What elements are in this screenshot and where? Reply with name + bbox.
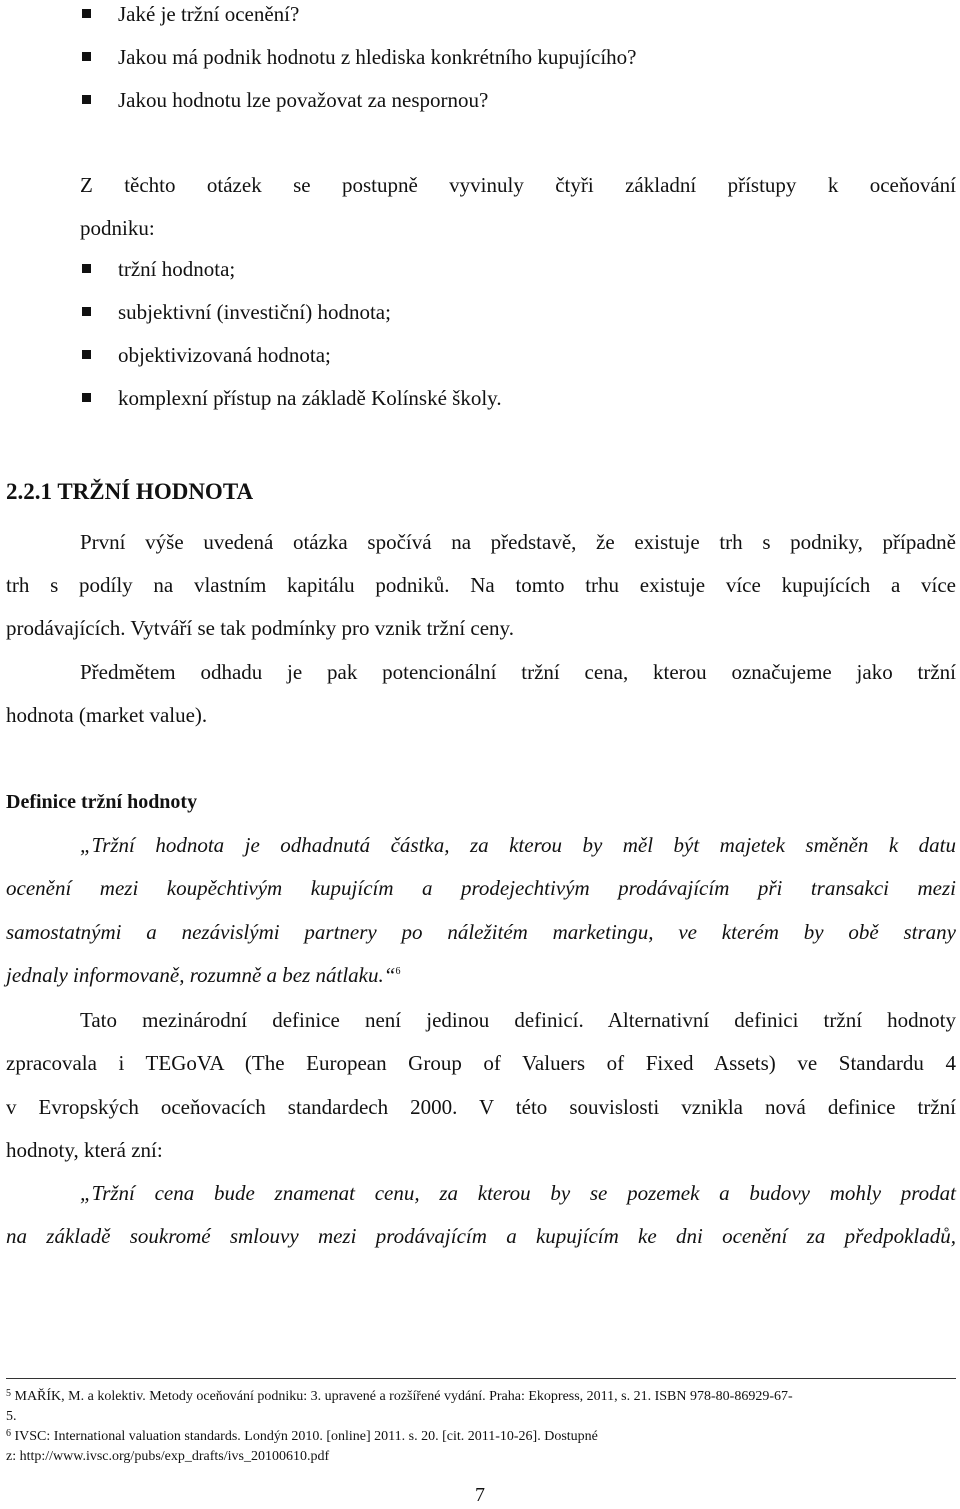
approach-text: komplexní přístup na základě Kolínské školy. [118,386,502,410]
quote-line: na základě soukromé smlouvy mezi prodávajícím a kupujícím ke dni ocenění za předpokladů, [6,1224,956,1248]
quote-line-last [6,961,956,989]
quote-line: „Tržní hodnota je odhadnutá částka, za kterou by měl být majetek směněn k datu [80,833,956,857]
square-bullet-icon [82,264,91,273]
footnote-5 [6,1388,958,1406]
approach-text: tržní hodnota; [118,257,236,281]
paragraph-line: První výše uvedená otázka spočívá na představě, že existuje trh s podniky, případně [80,530,956,554]
paragraph-line: v Evropských oceňovacích standardech 2000. V této souvislosti vznikla nová definice tržní [6,1095,956,1119]
footnote-text: IVSC: International valuation standards. Londýn 2010. [online] 2011. s. 20. [cit. 2011-10-26]. Dostupné [14,1429,598,1444]
paragraph-line: trh s podíly na vlastním kapitálu podniků. Na tomto trhu existuje více kupujících a více [6,573,956,597]
square-bullet-icon [82,307,91,316]
intro-line: podniku: [80,216,155,240]
paragraph-line: prodávajících. Vytváří se tak podmínky pro vznik tržní ceny. [6,616,514,640]
quote-line: samostatnými a nezávislými partnery po náležitém marketingu, ve kterém by obě strany [6,920,956,944]
quote-line: ocenění mezi koupěchtivým kupujícím a prodejechtivým prodávajícím při transakci mezi [6,876,956,900]
footnote-5-continued: 5. [6,1409,17,1424]
paragraph-line: hodnota (market value). [6,703,208,727]
footnote-6-continued: z: http://www.ivsc.org/pubs/exp_drafts/ivs_20100610.pdf [6,1449,330,1464]
square-bullet-icon [82,9,91,18]
paragraph-line: zpracovala i TEGoVA (The European Group of Valuers of Fixed Assets) ve Standardu 4 [6,1051,956,1075]
paragraph-line: Tato mezinárodní definice není jedinou definicí. Alternativní definici tržní hodnoty [80,1008,956,1032]
quote-line: „Tržní cena bude znamenat cenu, za kterou by se pozemek a budovy mohly prodat [80,1181,956,1205]
footnote-text: MAŘÍK, M. a kolektiv. Metody oceňování podniku: 3. upravené a rozšířené vydání. Praha: Ekopress, 2011, s. 21. ISBN 978-80-86929-67- [14,1389,793,1404]
definition-heading: Definice tržní hodnoty [6,791,198,813]
footnote-ref: 6 [395,966,401,977]
quote-text: jednaly informovaně, rozumně a bez nátlaku.“ [6,963,396,987]
approach-text: objektivizovaná hodnota; [118,343,331,367]
footnote-number: 5 [6,1388,11,1399]
square-bullet-icon [82,95,91,104]
footnote-divider [6,1378,956,1379]
intro-line: Z těchto otázek se postupně vyvinuly čtyři základní přístupy k oceňování [80,173,956,197]
footnote-number: 6 [6,1428,11,1439]
footnote-6 [6,1428,958,1446]
question-text: Jakou má podnik hodnotu z hlediska konkrétního kupujícího? [118,45,637,69]
question-text: Jaké je tržní ocenění? [118,2,300,26]
paragraph-line: Předmětem odhadu je pak potencionální tržní cena, kterou označujeme jako tržní [80,660,956,684]
approach-text: subjektivní (investiční) hodnota; [118,300,391,324]
question-text: Jakou hodnotu lze považovat za nespornou? [118,88,489,112]
square-bullet-icon [82,393,91,402]
square-bullet-icon [82,52,91,61]
square-bullet-icon [82,350,91,359]
section-heading: 2.2.1 TRŽNÍ HODNOTA [6,479,254,504]
paragraph-line: hodnoty, která zní: [6,1138,163,1162]
page-number: 7 [475,1484,485,1506]
